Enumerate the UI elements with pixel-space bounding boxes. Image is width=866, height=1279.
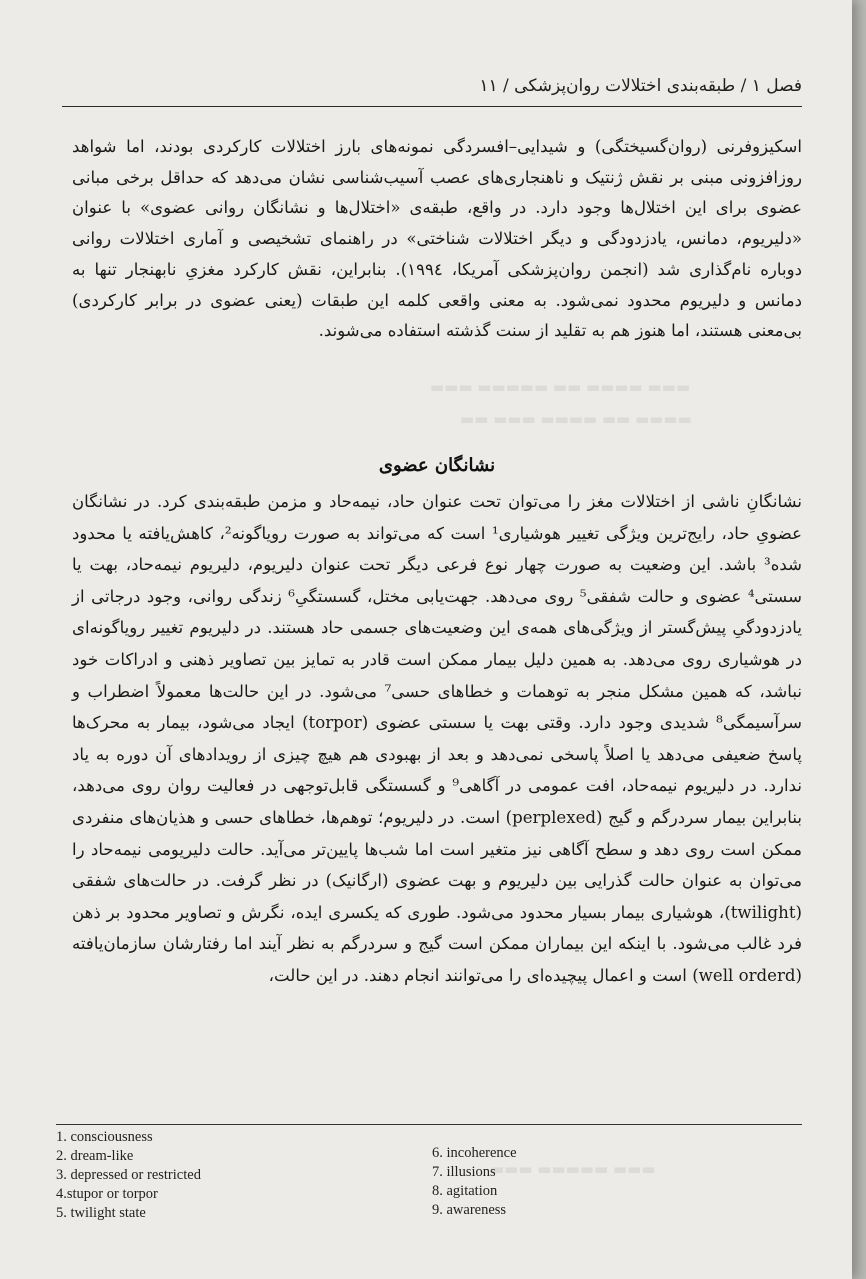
footnote-rule bbox=[56, 1124, 802, 1125]
paragraph-2: نشانگانِ ناشی از اختلالات مغز را می‌توان تحت عنوان حاد، نیمه‌حاد و مزمن طبقه‌بندی کرد. در نشانگان عضویِ حاد، رایج‌ترین ویژگی تغییر هوشیاری¹ است که می‌تواند به صورت رویاگونه²، کاهش‌یافته یا محدود شده³ باشد. این وضعیت به صورت چهار نوع فرعی دیگر تحت عنوان دلیریوم، دلیریوم نیمه‌حاد، بهت یا سستی⁴ عضوی و حالت شفقی⁵ روی می‌دهد. جهت‌یابی مختل، گسستگیِ⁶ زندگی روانی، وجود درجاتی از یادزدودگیِ پیش‌گستر از ویژگی‌های همه‌ی این وضعیت‌های جسمی حاد هستند. در دلیریوم تغییر رویاگونه‌ای در هوشیاری روی می‌دهد. به همین دلیل بیمار ممکن است قادر به تمایز بین تصاویر ذهنی و ادراکات خود نباشد، که همین مشکل منجر به توهمات و خطاهای حسی⁷ می‌شود. در این حالت‌ها معمولاً اضطراب و سرآسیمگی⁸ شدیدی وجود دارد. وقتی بهت یا سستی عضوی (torpor) ایجاد می‌شود، بیمار به محرک‌ها پاسخ ضعیفی می‌دهد یا اصلاً پاسخی نمی‌دهد و بعد از بهبودی هم هیچ چیزی از رویدادهای آن دوره به یاد ندارد. در دلیریوم نیمه‌حاد، افت عمومی در آگاهی⁹ و گسستگی قابل‌توجهی در فعالیت روان روی می‌دهد، بنابراین بیمار سردرگم و گیج (perplexed) است. در دلیریوم؛ توهم‌ها، خطاهای حسی و هذیان‌های منفردی ممکن است روی دهد و سطح آگاهی نیز متغیر است اما شب‌ها پایین‌تر می‌آید. حالت دلیریومی نیمه‌حاد را می‌توان به عنوان حالت گذرایی بین دلیریوم و بهت عضوی (ارگانیک) در نظر گرفت. در حالت‌های شفقی (twilight)، هوشیاری بیمار بسیار محدود می‌شود. طوری که یکسری ایده، نگرش و تصاویر محدود بر ذهن فرد غالب می‌شود. با اینکه این بیماران ممکن است گیج و سردرگم به نظر آیند اما رفتارشان سازمان‌یافته (well orderd) است و اعمال پیچیده‌ای را می‌توانند انجام دهند. در این حالت، bbox=[72, 492, 803, 985]
paragraph-1: اسکیزوفرنی (روان‌گسیختگی) و شیدایی–افسردگی نمونه‌های بارز اختلالات کارکردی بودند، اما شواهد روزافزونی مبنی بر نقش ژنتیک و ناهنجاری‌های عصب آسیب‌شناسی نشان می‌دهد که حداقل برخی مبانی عضوی برای این اختلال‌ها وجود دارد. در واقع، طبقه‌ی «اختلال‌ها و نشانگان روانی عضوی» با عنوان «دلیریوم، دمانس، یادزدودگی و دیگر اختلالات شناختی» در راهنمای تشخیصی و آماری اختلالات روانی دوباره نام‌گذاری شد (انجمن روان‌پزشکی آمریکا، ۱۹۹٤). بنابراین، نقش کارکرد مغزیِ نابهنجار تنها به دمانس و دلیریوم محدود نمی‌شود. به معنی واقعی کلمه این طبقات (یعنی عضوی در برابر کارکردی) بی‌معنی هستند، اما هنوز هم به تقلید از سنت گذشته استفاده می‌شوند. bbox=[72, 137, 802, 341]
footnote-item: 8. agitation bbox=[432, 1183, 498, 1199]
footnote-item: 9. awareness bbox=[432, 1202, 507, 1218]
footnote-item: 4.stupor or torpor bbox=[56, 1186, 158, 1202]
section-body bbox=[72, 486, 802, 992]
intro-paragraph-block bbox=[72, 132, 802, 347]
bleed-through-texture: ▬▬▬▬ ▬▬ ▬▬▬▬ ▬▬▬ ▬▬ bbox=[460, 410, 692, 428]
header-rule bbox=[62, 106, 802, 107]
footnotes-left-column bbox=[56, 1128, 356, 1223]
footnote-item: 5. twilight state bbox=[56, 1205, 146, 1221]
footnote-item: 1. consciousness bbox=[56, 1129, 153, 1145]
footnote-item: 6. incoherence bbox=[432, 1145, 517, 1161]
footnote-item: 7. illusions bbox=[432, 1164, 496, 1180]
running-head: فصل ۱ / طبقه‌بندی اختلالات روان‌پزشکی / ۱۱ bbox=[479, 76, 802, 96]
section-heading: نشانگان عضوی bbox=[378, 455, 496, 476]
footnote-item: 3. depressed or restricted bbox=[56, 1167, 201, 1183]
footnote-item: 2. dream-like bbox=[56, 1148, 134, 1164]
footnotes-right-column bbox=[432, 1144, 732, 1220]
bleed-through-texture: ▬▬▬ ▬▬▬▬▬ ▬▬▬ bbox=[490, 1160, 656, 1178]
bleed-through-texture: ▬▬▬ ▬▬▬▬ ▬▬ ▬▬▬▬▬ ▬▬▬ bbox=[430, 378, 691, 396]
